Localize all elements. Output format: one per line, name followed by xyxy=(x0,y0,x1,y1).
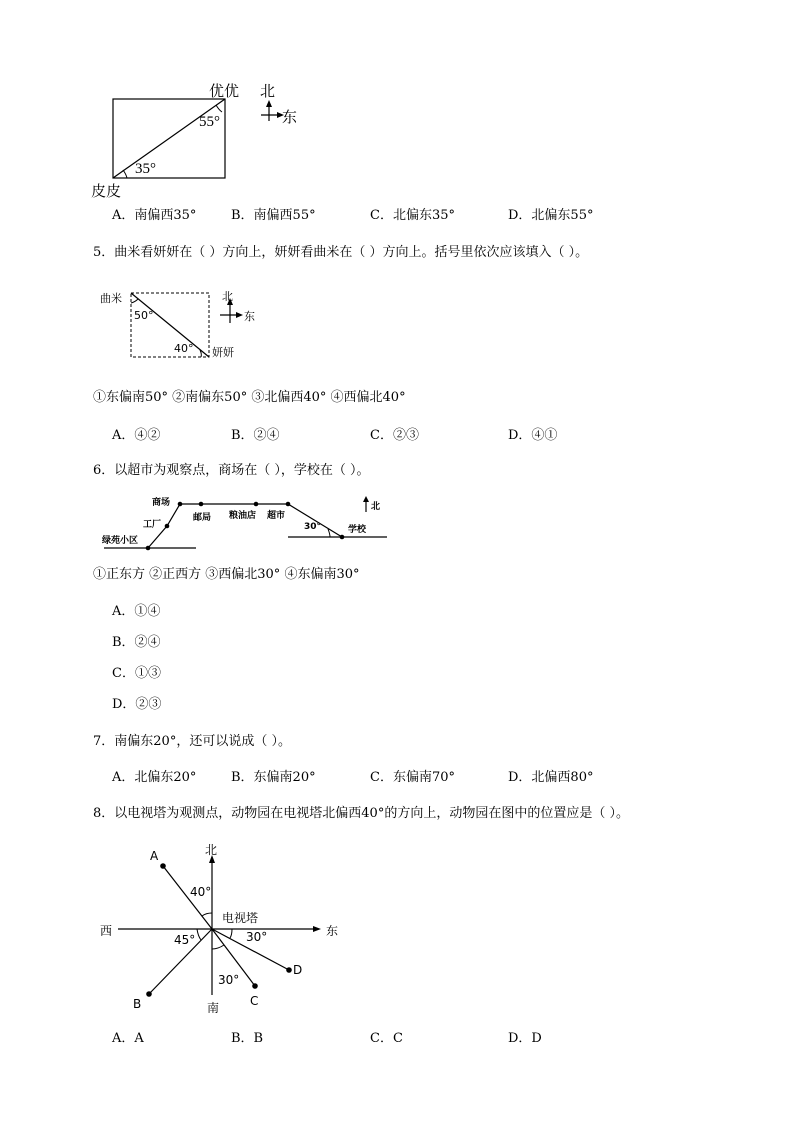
q8-point-d-dot xyxy=(286,967,292,973)
q6-angle: 30° xyxy=(304,522,322,532)
q6-label-gongchang: 工厂 xyxy=(143,520,162,530)
q8-point-b: B xyxy=(133,997,142,1011)
q5-label-yanyan: 妍妍 xyxy=(212,346,234,359)
q8-arc-45 xyxy=(197,929,201,940)
q6-option-c[interactable]: C．①③ xyxy=(112,666,161,681)
q6-option-b[interactable]: B．②④ xyxy=(112,635,161,650)
q4-option-a[interactable]: A．南偏西35° xyxy=(112,208,197,223)
q4-angle-bottom: 35° xyxy=(135,161,156,177)
q8-arc-30-down xyxy=(212,945,224,949)
q8-angle-45: 45° xyxy=(174,933,196,947)
q6-option-d[interactable]: D．②③ xyxy=(112,697,162,712)
q8-point-d: D xyxy=(293,963,303,977)
q5-label-north: 北 xyxy=(222,290,233,303)
q7-option-a[interactable]: A．北偏东20° xyxy=(112,770,197,785)
q5-angle-bottom: 40° xyxy=(174,342,194,355)
q7-option-b[interactable]: B．东偏南20° xyxy=(231,770,316,785)
q8-option-a[interactable]: A．A xyxy=(112,1031,144,1046)
q8-point-a-dot xyxy=(160,863,166,869)
q8-arc-40 xyxy=(202,913,212,916)
q8-label-west: 西 xyxy=(100,924,113,938)
q8-option-d[interactable]: D．D xyxy=(508,1031,542,1046)
q6-label-youju: 邮局 xyxy=(193,513,212,523)
q6-label-liangyoudian: 粮油店 xyxy=(229,511,257,521)
q8-east-arrowhead xyxy=(313,926,321,932)
q4-label-pipi: 皮皮 xyxy=(91,184,122,200)
q4-label-east: 东 xyxy=(282,110,298,126)
q5-choices: ①东偏南50° ②南偏东50° ③北偏西40° ④西偏北40° xyxy=(93,390,406,405)
q8-label-north: 北 xyxy=(205,843,218,857)
q5-option-d[interactable]: D．④① xyxy=(508,428,558,443)
q4-label-north: 北 xyxy=(260,84,276,100)
q4-option-b[interactable]: B．南偏西55° xyxy=(231,208,316,223)
q8-point-c: C xyxy=(250,994,259,1008)
q8-label-east: 东 xyxy=(326,924,339,938)
q4-angle-top: 55° xyxy=(199,114,220,130)
q6-label-chaoshi: 超市 xyxy=(267,511,286,521)
q4-label-youyou: 优优 xyxy=(209,84,240,100)
q8-label-south: 南 xyxy=(207,1001,220,1015)
q5-angle-top: 50° xyxy=(134,309,154,322)
q8-option-b[interactable]: B．B xyxy=(231,1031,264,1046)
q6-label-xuexiao: 学校 xyxy=(348,525,367,535)
q5-label-qumi: 曲米 xyxy=(100,292,122,305)
q4-option-c[interactable]: C．北偏东35° xyxy=(370,208,455,223)
q4-option-d[interactable]: D．北偏东55° xyxy=(508,208,594,223)
q8-label-tower: 电视塔 xyxy=(222,911,259,925)
q5-option-c[interactable]: C．②③ xyxy=(370,428,419,443)
q8-angle-30-down: 30° xyxy=(218,973,240,987)
q8-point-a: A xyxy=(150,849,159,863)
q6-label-north: 北 xyxy=(371,502,381,512)
q5-label-east: 东 xyxy=(244,310,255,323)
q8-stem: 8．以电视塔为观测点，动物园在电视塔北偏西40°的方向上，动物园在图中的位置应是（ ）。 xyxy=(93,806,629,821)
q8-arc-30-right xyxy=(230,929,232,938)
q6-choices: ①正东方 ②正西方 ③西偏北30° ④东偏南30° xyxy=(93,567,360,582)
q6-label-lvyuan: 绿苑小区 xyxy=(102,536,139,546)
q8-point-c-dot xyxy=(252,983,258,989)
q8-option-c[interactable]: C．C xyxy=(370,1031,403,1046)
q6-stem: 6．以超市为观察点，商场在（ ），学校在（ ）。 xyxy=(93,463,370,478)
q6-option-a[interactable]: A．①④ xyxy=(112,604,161,619)
q5-stem: 5．曲米看妍妍在（ ）方向上，妍妍看曲米在（ ）方向上。括号里依次应该填入（ ）。 xyxy=(93,245,589,260)
q6-label-shangchang: 商场 xyxy=(152,498,171,508)
q8-point-b-dot xyxy=(146,991,152,997)
q5-option-b[interactable]: B．②④ xyxy=(231,428,280,443)
q8-angle-30-right: 30° xyxy=(246,930,268,944)
q8-angle-40: 40° xyxy=(190,885,212,899)
q7-option-d[interactable]: D．北偏西80° xyxy=(508,770,594,785)
q7-stem: 7．南偏东20°，还可以说成（ ）。 xyxy=(93,734,291,749)
q5-option-a[interactable]: A．④② xyxy=(112,428,161,443)
q7-option-c[interactable]: C．东偏南70° xyxy=(370,770,455,785)
